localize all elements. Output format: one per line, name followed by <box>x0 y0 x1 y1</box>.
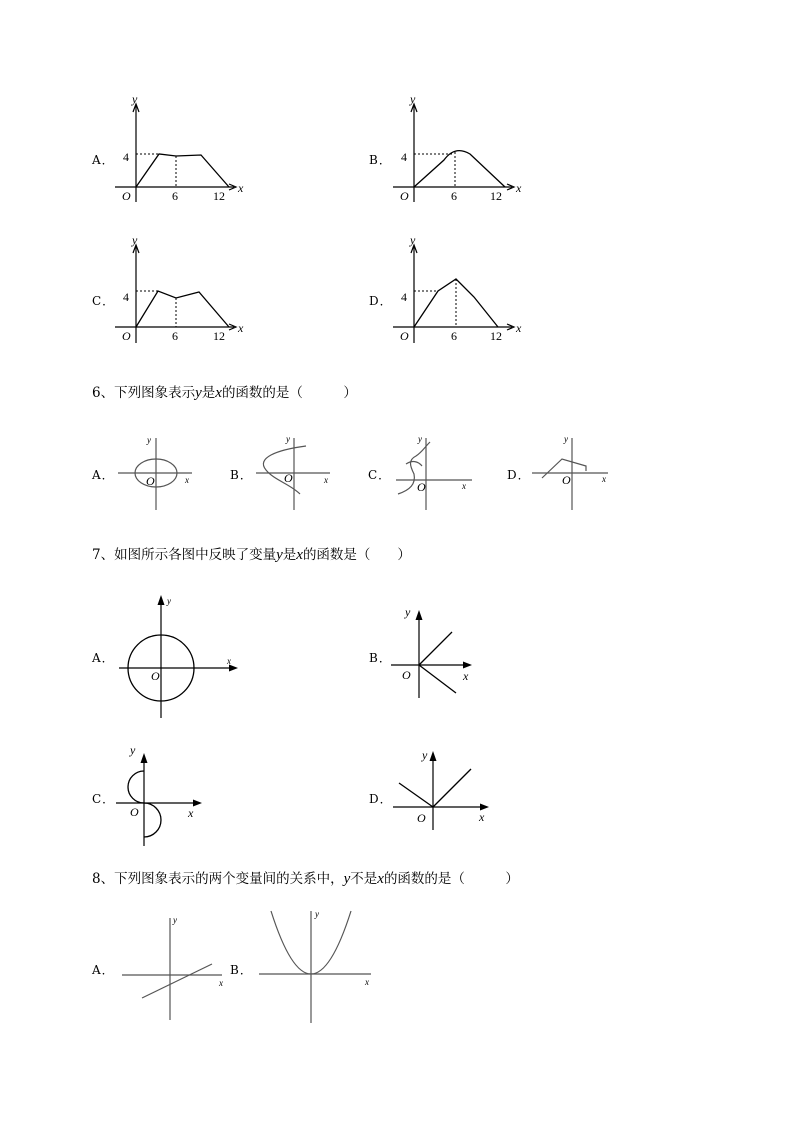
q6-option-b-label: B． <box>230 468 253 482</box>
y-axis-label: y <box>130 743 136 757</box>
q7-option-a-label: A． <box>92 651 115 665</box>
x-axis-label: x <box>462 481 466 491</box>
x-axis-label: x <box>516 321 522 335</box>
y-tick-label: 4 <box>123 290 129 304</box>
q7-graph-a <box>115 590 250 720</box>
graph-line <box>142 964 212 998</box>
q6-option-d-label: D． <box>507 468 531 482</box>
q6-graph-b <box>248 430 338 512</box>
x-tick-label: 6 <box>172 329 178 343</box>
question-6-text: 6、下列图象表示y是x的函数的是（ ） <box>92 385 357 401</box>
q8-graph-b <box>255 905 380 1025</box>
x-axis-arrow <box>193 800 202 807</box>
y-axis-label: y <box>286 434 290 444</box>
origin-label: O <box>400 189 409 203</box>
y-tick-label: 4 <box>401 150 407 164</box>
q5-graph-b <box>388 92 528 207</box>
q5-graph-a <box>110 92 250 207</box>
graph-curve <box>414 151 505 187</box>
x-axis-label: x <box>227 656 231 666</box>
origin-label: O <box>402 668 411 682</box>
origin-label: O <box>417 480 426 494</box>
y-axis-label: y <box>418 434 422 444</box>
q6-option-a-label: A． <box>92 468 115 482</box>
q7-option-d-label: D． <box>369 792 393 806</box>
origin-label: O <box>562 473 571 487</box>
y-axis-label: y <box>410 92 416 106</box>
x-tick-label: 12 <box>213 189 225 203</box>
q8-option-a-label: A． <box>92 963 115 977</box>
x-axis-label: x <box>463 669 469 683</box>
q7-option-b-label: B． <box>369 651 392 665</box>
x-axis-label: x <box>324 475 328 485</box>
q8-graph-a <box>118 912 228 1022</box>
origin-label: O <box>400 329 409 343</box>
graph-ray-up <box>419 632 452 665</box>
q7-graph-c <box>113 738 213 848</box>
origin-label: O <box>122 329 131 343</box>
x-tick-label: 6 <box>451 189 457 203</box>
y-axis-label: y <box>422 748 428 762</box>
question-8-text: 8、下列图象表示的两个变量间的关系中，y不是x的函数的是（ ） <box>92 871 519 887</box>
origin-label: O <box>146 474 155 488</box>
origin-label: O <box>284 471 293 485</box>
x-axis-arrow <box>463 662 472 669</box>
q7-option-c-label: C． <box>92 792 116 806</box>
x-axis-label: x <box>188 806 194 820</box>
q8-option-b-label: B． <box>230 963 253 977</box>
y-axis-label: y <box>405 605 411 619</box>
x-axis-label: x <box>238 321 244 335</box>
q7-graph-d <box>390 742 500 832</box>
y-axis-label: y <box>167 596 171 606</box>
q6-graph-a <box>110 430 200 512</box>
origin-label: O <box>122 189 131 203</box>
graph-ray-left <box>399 783 433 807</box>
y-axis-arrow <box>141 753 148 763</box>
x-tick-label: 12 <box>490 189 502 203</box>
graph-curve-branch <box>406 462 422 466</box>
x-axis-label: x <box>219 978 223 988</box>
x-axis-label: x <box>602 474 606 484</box>
x-axis-label: x <box>185 475 189 485</box>
q6-option-c-label: C． <box>368 468 392 482</box>
origin-label: O <box>417 811 426 825</box>
x-tick-label: 6 <box>451 329 457 343</box>
y-axis-label: y <box>315 909 319 919</box>
q5-graph-c <box>110 233 250 348</box>
q7-graph-b <box>388 600 488 705</box>
y-axis-label: y <box>132 233 138 247</box>
y-axis-label: y <box>173 915 177 925</box>
y-tick-label: 4 <box>123 150 129 164</box>
q5-option-c-label: C． <box>92 294 116 308</box>
x-axis-label: x <box>238 181 244 195</box>
y-axis-label: y <box>147 435 151 445</box>
q5-option-a-label: A． <box>92 153 115 167</box>
origin-label: O <box>151 669 160 683</box>
q5-graph-d <box>388 233 528 348</box>
x-tick-label: 12 <box>213 329 225 343</box>
q5-option-b-label: B． <box>369 153 392 167</box>
y-tick-label: 4 <box>401 290 407 304</box>
q6-graph-d <box>526 430 616 512</box>
graph-curve <box>136 291 229 327</box>
y-axis-arrow <box>158 595 165 605</box>
y-axis-label: y <box>410 233 416 247</box>
graph-ray-down <box>419 665 456 693</box>
graph-curve <box>136 154 229 187</box>
x-axis-label: x <box>365 977 369 987</box>
x-tick-label: 12 <box>490 329 502 343</box>
x-axis-label: x <box>516 181 522 195</box>
y-axis-label: y <box>132 92 138 106</box>
graph-ray-right <box>433 769 471 807</box>
question-7-text: 7、如图所示各图中反映了变量y是x的函数是（ ） <box>92 547 411 563</box>
y-axis-arrow <box>416 610 423 620</box>
graph-semicircle-lower <box>144 803 161 837</box>
y-axis-arrow <box>430 751 437 761</box>
y-axis-label: y <box>564 434 568 444</box>
graph-curve <box>263 446 306 494</box>
x-tick-label: 6 <box>172 189 178 203</box>
q6-graph-c <box>390 430 480 512</box>
x-axis-label: x <box>479 810 485 824</box>
origin-label: O <box>130 805 139 819</box>
graph-semicircle-upper <box>128 771 144 803</box>
q5-option-d-label: D． <box>369 294 393 308</box>
